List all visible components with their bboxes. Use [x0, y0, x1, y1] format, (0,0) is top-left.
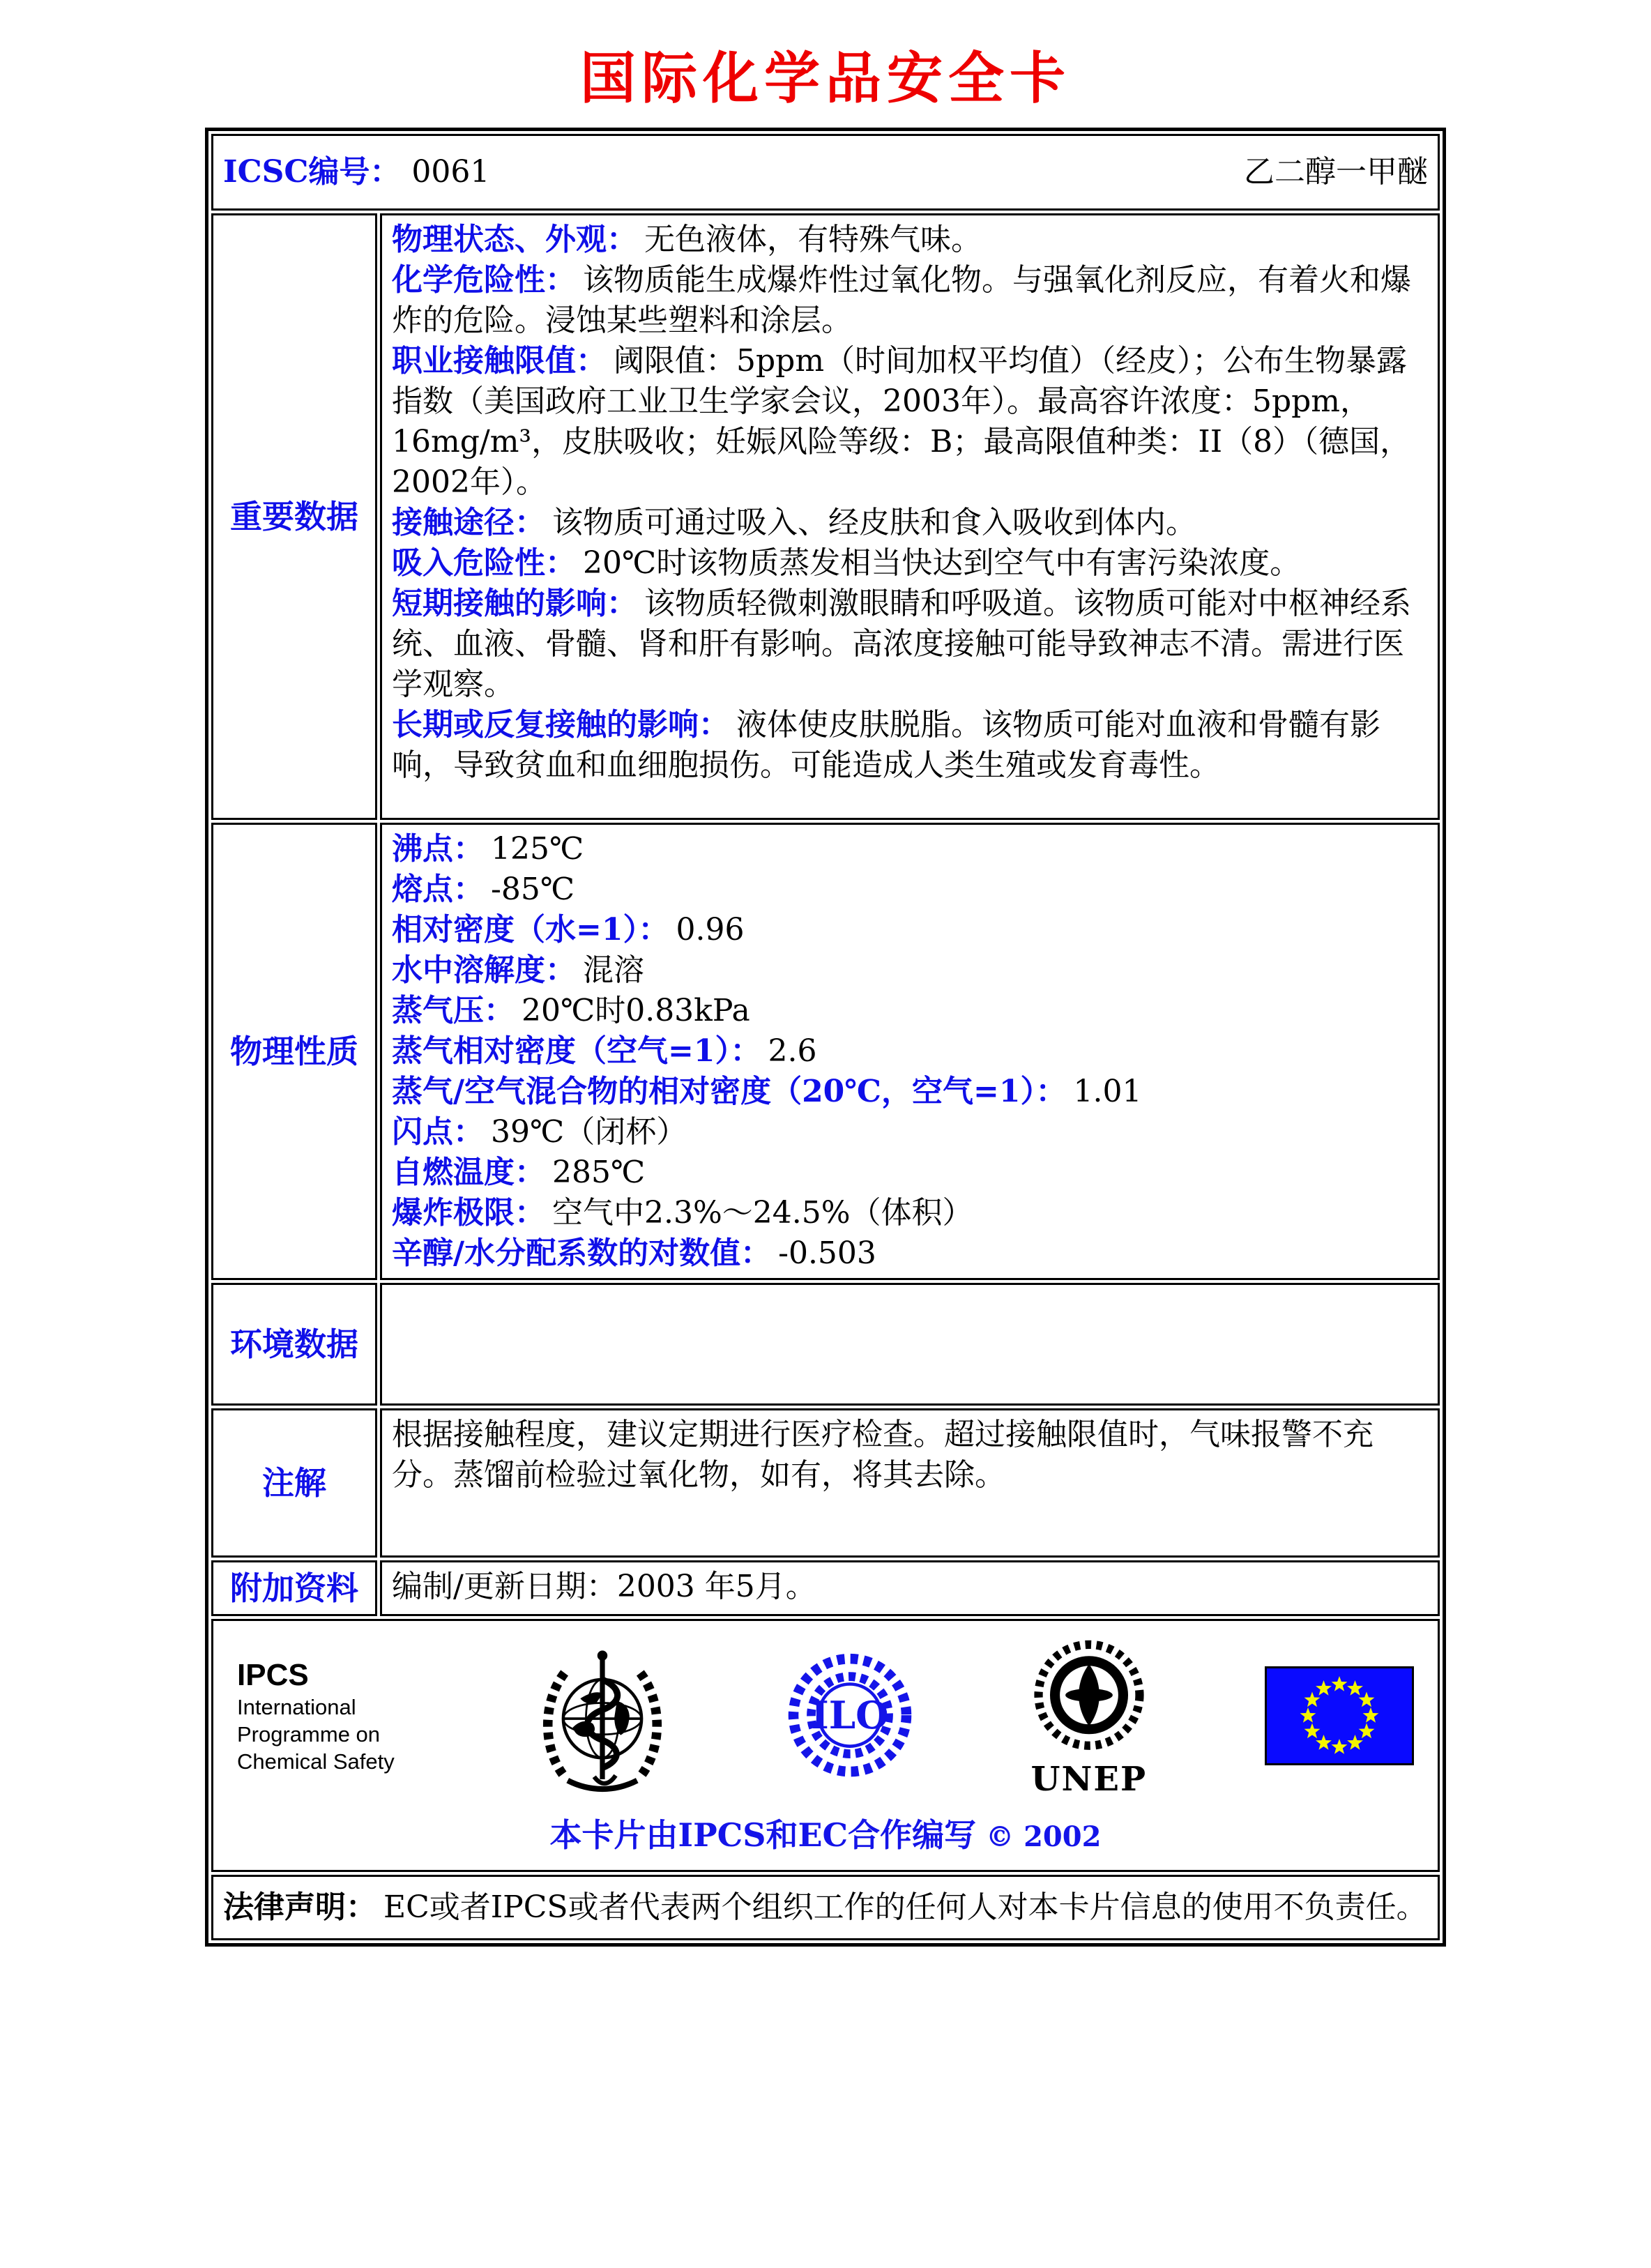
field-label: 辛醇/水分配系数的对数值：: [392, 1235, 772, 1271]
legal-label: 法律声明：: [223, 1889, 376, 1925]
copyright: © 2002: [986, 1820, 1102, 1853]
field-value: 2.6: [768, 1033, 817, 1069]
environmental-data-row: [211, 1283, 1440, 1406]
field-value: 39℃（闭杯）: [491, 1114, 687, 1150]
important-item: [392, 220, 1428, 260]
who-logo: [536, 1634, 669, 1798]
ilo-logo: [786, 1649, 913, 1783]
field-text: 该物质能生成爆炸性过氧化物。与强氧化剂反应，有着火和爆炸的危险。浸蚀某些塑料和涂层。: [392, 262, 1411, 338]
important-item: [392, 543, 1428, 584]
field-text: 20℃时该物质蒸发相当快达到空气中有害污染浓度。: [583, 545, 1301, 581]
field-label: 相对密度（水=1）：: [392, 912, 669, 947]
legal-cell: [211, 1875, 1440, 1940]
property-row: [392, 1112, 1428, 1152]
important-data-row: [211, 213, 1440, 820]
ipcs-title: IPCS: [237, 1658, 309, 1693]
field-text: 液体使皮肤脱脂。该物质可能对血液和骨髓有影响，导致贫血和血细胞损伤。可能造成人类生殖或发育毒性。: [392, 707, 1380, 783]
legal-row: [211, 1875, 1440, 1940]
field-label: 短期接触的影响：: [392, 586, 637, 621]
row-label-environmental-data: 环境数据: [211, 1283, 377, 1406]
icsc-number-group: [223, 152, 489, 192]
field-value: 125℃: [491, 831, 584, 867]
eu-flag: [1265, 1666, 1414, 1765]
card-header-row: [211, 134, 1440, 211]
credit-line: [227, 1815, 1424, 1857]
chemical-name: 乙二醇一甲醚: [1244, 154, 1428, 190]
footer-cell: [211, 1619, 1440, 1872]
field-label: 自燃温度：: [392, 1155, 545, 1190]
field-label: 爆炸极限：: [392, 1195, 545, 1231]
ipcs-subtitle-line: International: [237, 1695, 356, 1720]
field-value: 混溶: [583, 952, 644, 988]
row-label-physical-properties: 物理性质: [211, 823, 377, 1280]
important-data-cell: [380, 213, 1440, 820]
row-label-additional-info: 附加资料: [211, 1560, 377, 1616]
field-label: 蒸气/空气混合物的相对密度（20℃，空气=1）：: [392, 1074, 1067, 1109]
row-label-notes: 注解: [211, 1408, 377, 1558]
ilo-logo-icon: [786, 1649, 913, 1783]
important-item: [392, 341, 1428, 503]
ipcs-subtitle-line: Chemical Safety: [237, 1749, 395, 1774]
important-item: [392, 705, 1428, 786]
field-label: 熔点：: [392, 872, 484, 907]
physical-properties-row: [211, 823, 1440, 1280]
additional-info-cell: 编制/更新日期：2003 年5月。: [380, 1560, 1440, 1616]
property-row: [392, 950, 1428, 991]
important-item: [392, 503, 1428, 543]
logo-strip: [227, 1632, 1424, 1799]
unep-logo: [1031, 1632, 1147, 1799]
field-value: 空气中2.3%～24.5%（体积）: [552, 1195, 973, 1231]
eu-flag-icon: [1265, 1666, 1414, 1765]
important-item: [392, 260, 1428, 341]
unep-label: UNEP: [1030, 1760, 1148, 1799]
additional-info-row: [211, 1560, 1440, 1616]
field-label: 职业接触限值：: [392, 343, 607, 379]
unep-logo-icon: [1033, 1632, 1145, 1765]
field-value: 0.96: [676, 912, 745, 947]
field-label: 吸入危险性：: [392, 545, 576, 581]
row-label-important-data: 重要数据: [211, 213, 377, 820]
property-row: [392, 1233, 1428, 1274]
field-value: 285℃: [552, 1155, 646, 1190]
field-label: 水中溶解度：: [392, 952, 576, 988]
icsc-number-value: 0061: [411, 154, 490, 190]
field-text: 该物质可通过吸入、经皮肤和食入吸收到体内。: [552, 505, 1196, 540]
credit-text: 本卡片由IPCS和EC合作编写: [549, 1816, 977, 1854]
property-row: [392, 1193, 1428, 1233]
ipcs-text-block: [237, 1656, 418, 1775]
field-value: 20℃时0.83kPa: [522, 993, 750, 1028]
field-text: 该物质轻微刺激眼睛和呼吸道。该物质可能对中枢神经系统、血液、骨髓、肾和肝有影响。高浓度接触可能导致神志不清。需进行医学观察。: [392, 586, 1411, 702]
field-label: 蒸气相对密度（空气=1）：: [392, 1033, 761, 1069]
icsc-card-table: [205, 128, 1446, 1947]
field-text: 阈限值：5ppm（时间加权平均值）（经皮）；公布生物暴露指数（美国政府工业卫生学家会议，2003年）。最高容许浓度：5ppm，16mg/m³，皮肤吸收；妊娠风险等级：B；最高限值种类：II（8）（德国，2002年）。: [392, 343, 1411, 500]
environmental-data-cell: [380, 1283, 1440, 1406]
ilo-monogram: ILO: [811, 1693, 889, 1738]
notes-cell: 根据接触程度，建议定期进行医疗检查。超过接触限值时，气味报警不充分。蒸馏前检验过氧化物，如有，将其去除。: [380, 1408, 1440, 1558]
field-label: 沸点：: [392, 831, 484, 867]
card-header-cell: [211, 134, 1440, 211]
physical-properties-cell: [380, 823, 1440, 1280]
icsc-number-label: ICSC编号：: [223, 154, 401, 190]
property-row: [392, 869, 1428, 910]
field-value: 1.01: [1073, 1074, 1142, 1109]
field-label: 物理状态、外观：: [392, 222, 637, 257]
field-label: 化学危险性：: [392, 262, 576, 298]
field-value: -85℃: [491, 872, 575, 907]
ipcs-subtitle-line: Programme on: [237, 1722, 381, 1747]
property-row: [392, 1152, 1428, 1193]
who-logo-icon: [536, 1634, 669, 1798]
field-text: 无色液体，有特殊气味。: [644, 222, 982, 257]
footer-row: [211, 1619, 1440, 1872]
field-label: 长期或反复接触的影响：: [392, 707, 729, 743]
property-row: [392, 1031, 1428, 1072]
property-row: [392, 991, 1428, 1031]
page-title: 国际化学品安全卡: [580, 45, 1071, 111]
property-row: [392, 829, 1428, 869]
notes-row: [211, 1408, 1440, 1558]
legal-text: EC或者IPCS或者代表两个组织工作的任何人对本卡片信息的使用不负责任。: [383, 1889, 1427, 1925]
field-label: 蒸气压：: [392, 993, 515, 1028]
field-value: -0.503: [778, 1235, 876, 1271]
field-label: 接触途径：: [392, 505, 545, 540]
field-label: 闪点：: [392, 1114, 484, 1150]
property-row: [392, 910, 1428, 950]
property-row: [392, 1072, 1428, 1112]
important-item: [392, 584, 1428, 705]
